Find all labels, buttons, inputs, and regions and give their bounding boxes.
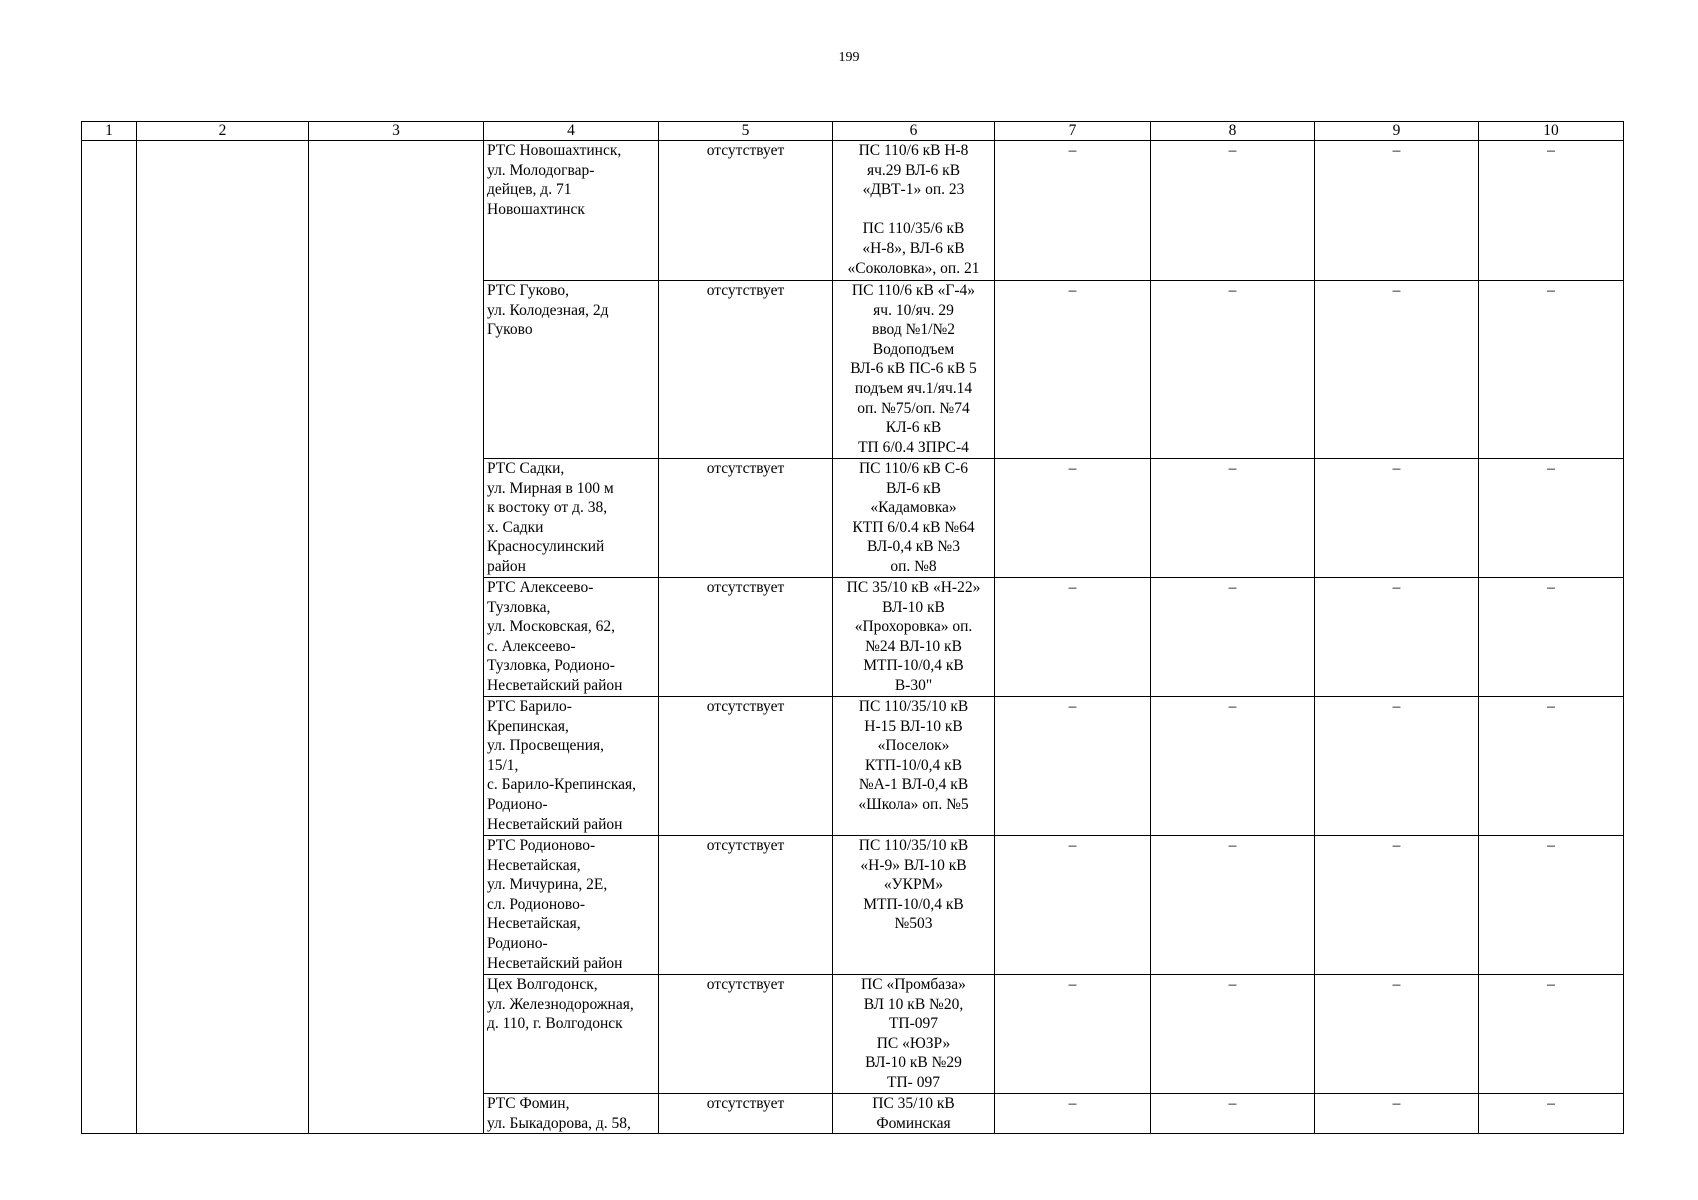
address-line: РТС Родионово- — [487, 837, 596, 854]
address-cell — [484, 836, 659, 975]
column-header: 6 — [833, 122, 995, 141]
column-header: 5 — [659, 122, 833, 141]
address-line: РТС Новошахтинск, — [487, 142, 622, 159]
empty-merged-cell — [82, 141, 137, 1134]
address-line: Несветайский район — [487, 815, 623, 833]
address-line: д. 110, г. Волгодонск — [487, 1015, 623, 1033]
address-line: ул. Мичурина, 2Е, — [487, 876, 608, 894]
blank-line — [836, 200, 991, 220]
connection-point-cell — [833, 1094, 995, 1134]
status-cell: отсутствует — [659, 459, 833, 578]
connection-line: МТП-10/0,4 кВ — [863, 657, 964, 675]
connection-line: №А-1 ВЛ-0,4 кВ — [858, 776, 969, 794]
address-line: Тузловка, Родионо- — [487, 657, 615, 675]
connection-point-cell — [833, 141, 995, 281]
dash-cell: – — [1151, 141, 1315, 281]
connection-line: ПС «ЮЗР» — [876, 1034, 951, 1052]
dash-cell: – — [1315, 578, 1479, 697]
address-line: Несветайский район — [487, 954, 623, 972]
dash-cell: – — [1479, 578, 1624, 697]
dash-cell: – — [995, 578, 1151, 697]
column-header: 2 — [137, 122, 309, 141]
connection-line: оп. №8 — [890, 557, 937, 575]
connection-line: оп. №75/оп. №74 — [857, 399, 970, 417]
empty-merged-cell — [137, 141, 309, 1134]
dash-cell: – — [995, 975, 1151, 1094]
dash-cell: – — [1479, 1094, 1624, 1134]
address-line: х. Садки — [487, 518, 544, 536]
connection-line: яч. 10/яч. 29 — [873, 301, 954, 319]
status-cell: отсутствует — [659, 836, 833, 975]
connection-line: Водоподъем — [872, 340, 955, 358]
status-cell: отсутствует — [659, 281, 833, 459]
address-cell — [484, 459, 659, 578]
address-line: Новошахтинск — [487, 200, 585, 218]
connection-line: ТП- 097 — [887, 1073, 940, 1091]
column-header: 7 — [995, 122, 1151, 141]
connection-line: ПС 110/35/6 кВ — [862, 220, 965, 238]
dash-cell: – — [1151, 459, 1315, 578]
address-cell — [484, 975, 659, 1094]
address-line: ул. Московская, 62, — [487, 618, 615, 636]
address-line: РТС Гуково, — [487, 282, 569, 299]
column-header: 8 — [1151, 122, 1315, 141]
connection-line: «Соколовка», оп. 21 — [847, 259, 980, 277]
dash-cell: – — [1151, 697, 1315, 836]
address-line: ул. Просвещения, — [487, 737, 605, 755]
connection-line: ПС 110/35/10 кВ — [858, 837, 969, 854]
address-line: дейцев, д. 71 — [487, 181, 572, 199]
address-line: Родионо- — [487, 934, 548, 952]
connection-line: №503 — [894, 915, 933, 933]
dash-cell: – — [1479, 141, 1624, 281]
connection-point-cell — [833, 975, 995, 1094]
connection-point-cell — [833, 697, 995, 836]
dash-cell: – — [1315, 281, 1479, 459]
dash-cell: – — [1315, 836, 1479, 975]
address-line: с. Алексеево- — [487, 637, 576, 655]
connection-line: ПС «Промбаза» — [861, 976, 966, 993]
column-header: 3 — [309, 122, 484, 141]
connection-line: ВЛ-6 кВ ПС-6 кВ 5 — [850, 360, 977, 378]
connection-line: КТП 6/0.4 кВ №64 — [852, 518, 975, 536]
status-cell: отсутствует — [659, 975, 833, 1094]
header-row — [82, 122, 1624, 141]
column-header: 10 — [1479, 122, 1624, 141]
status-cell: отсутствует — [659, 1094, 833, 1134]
dash-cell: – — [1479, 697, 1624, 836]
column-header: 1 — [82, 122, 137, 141]
connection-point-cell — [833, 281, 995, 459]
connection-line: ТП-097 — [888, 1015, 939, 1033]
data-table — [81, 121, 1624, 1134]
connection-point-cell — [833, 459, 995, 578]
dash-cell: – — [1151, 281, 1315, 459]
empty-merged-cell — [309, 141, 484, 1134]
dash-cell: – — [995, 1094, 1151, 1134]
address-line: РТС Фомин, — [487, 1095, 570, 1112]
address-line: 15/1, — [487, 756, 519, 774]
column-header: 4 — [484, 122, 659, 141]
address-line: Родионо- — [487, 795, 548, 813]
connection-line: ПС 110/6 кВ С-6 — [858, 460, 968, 477]
address-line: к востоку от д. 38, — [487, 499, 608, 517]
connection-line: ПС 35/10 кВ — [872, 1095, 955, 1112]
dash-cell: – — [1315, 141, 1479, 281]
address-line: Крепинская, — [487, 717, 569, 735]
connection-line: №24 ВЛ-10 кВ — [865, 637, 962, 655]
connection-line: ввод №1/№2 — [872, 321, 955, 339]
connection-line: ПС 35/10 кВ «Н-22» — [846, 579, 981, 596]
address-cell — [484, 141, 659, 281]
status-cell: отсутствует — [659, 578, 833, 697]
address-line: Гуково — [487, 321, 533, 339]
connection-line: ПС 110/35/10 кВ — [858, 698, 969, 715]
connection-line: Н-15 ВЛ-10 кВ — [864, 717, 963, 735]
dash-cell: – — [995, 459, 1151, 578]
connection-line: ПС 110/6 кВ «Г-4» — [851, 282, 976, 299]
address-line: Тузловка, — [487, 598, 551, 616]
connection-line: «УКРМ» — [883, 876, 944, 894]
connection-line: Фоминская — [876, 1114, 951, 1132]
address-cell — [484, 697, 659, 836]
column-header: 9 — [1315, 122, 1479, 141]
dash-cell: – — [1151, 975, 1315, 1094]
connection-line: «Школа» оп. №5 — [858, 795, 969, 813]
connection-line: подъем яч.1/яч.14 — [854, 379, 973, 397]
address-line: РТС Барило- — [487, 698, 572, 715]
dash-cell: – — [1315, 697, 1479, 836]
status-cell: отсутствует — [659, 697, 833, 836]
address-line: Несветайская, — [487, 915, 581, 933]
connection-line: «Прохоровка» оп. — [854, 618, 973, 636]
page-number: 199 — [838, 50, 860, 65]
connection-line: КТП-10/0,4 кВ — [864, 756, 963, 774]
connection-point-cell — [833, 578, 995, 697]
address-line: ул. Быкадорова, д. 58, — [487, 1114, 631, 1132]
dash-cell: – — [1151, 1094, 1315, 1134]
address-line: сл. Родионово- — [487, 895, 586, 913]
dash-cell: – — [1479, 459, 1624, 578]
dash-cell: – — [1151, 578, 1315, 697]
dash-cell: – — [1315, 975, 1479, 1094]
address-line: ул. Железнодорожная, — [487, 995, 634, 1013]
address-cell — [484, 281, 659, 459]
connection-line: «Поселок» — [877, 737, 950, 755]
connection-line: ПС 110/6 кВ Н-8 — [858, 142, 969, 159]
table-row — [82, 141, 1624, 281]
connection-line: «ДВТ-1» оп. 23 — [862, 181, 965, 199]
address-line: Несветайская, — [487, 856, 581, 874]
address-line: Несветайский район — [487, 676, 623, 694]
dash-cell: – — [1315, 459, 1479, 578]
connection-line: «Н-8», ВЛ-6 кВ — [862, 239, 965, 257]
dash-cell: – — [995, 141, 1151, 281]
dash-cell: – — [1479, 281, 1624, 459]
dash-cell: – — [995, 697, 1151, 836]
address-cell — [484, 1094, 659, 1134]
dash-cell: – — [1479, 836, 1624, 975]
dash-cell: – — [1151, 836, 1315, 975]
address-cell — [484, 578, 659, 697]
dash-cell: – — [995, 836, 1151, 975]
address-line: ул. Колодезная, 2д — [487, 301, 609, 319]
dash-cell: – — [1479, 975, 1624, 1094]
connection-point-cell — [833, 836, 995, 975]
address-line: Красносулинский — [487, 538, 605, 556]
connection-line: «Н-9» ВЛ-10 кВ — [860, 856, 967, 874]
connection-line: ВЛ-6 кВ — [886, 479, 941, 497]
connection-line: ВЛ-10 кВ — [882, 598, 945, 616]
connection-line: В-30" — [894, 676, 933, 694]
connection-line: яч.29 ВЛ-6 кВ — [866, 161, 961, 179]
connection-line: ВЛ 10 кВ №20, — [863, 995, 964, 1013]
dash-cell: – — [995, 281, 1151, 459]
connection-line: ВЛ-10 кВ №29 — [865, 1054, 962, 1072]
address-line: район — [487, 557, 526, 575]
address-line: Цех Волгодонск, — [487, 976, 598, 993]
connection-line: ТП 6/0.4 ЗПРС-4 — [858, 438, 969, 456]
address-line: ул. Молодогвар- — [487, 161, 595, 179]
status-cell: отсутствует — [659, 141, 833, 281]
dash-cell: – — [1315, 1094, 1479, 1134]
address-line: с. Барило-Крепинская, — [487, 776, 637, 794]
connection-line: КЛ-6 кВ — [885, 419, 942, 437]
connection-line: МТП-10/0,4 кВ — [863, 895, 964, 913]
address-line: РТС Садки, — [487, 460, 565, 477]
address-line: РТС Алексеево- — [487, 579, 594, 596]
connection-line: ВЛ-0,4 кВ №3 — [867, 538, 960, 556]
address-line: ул. Мирная в 100 м — [487, 479, 614, 497]
connection-line: «Кадамовка» — [870, 499, 957, 517]
table-body — [82, 141, 1624, 1134]
